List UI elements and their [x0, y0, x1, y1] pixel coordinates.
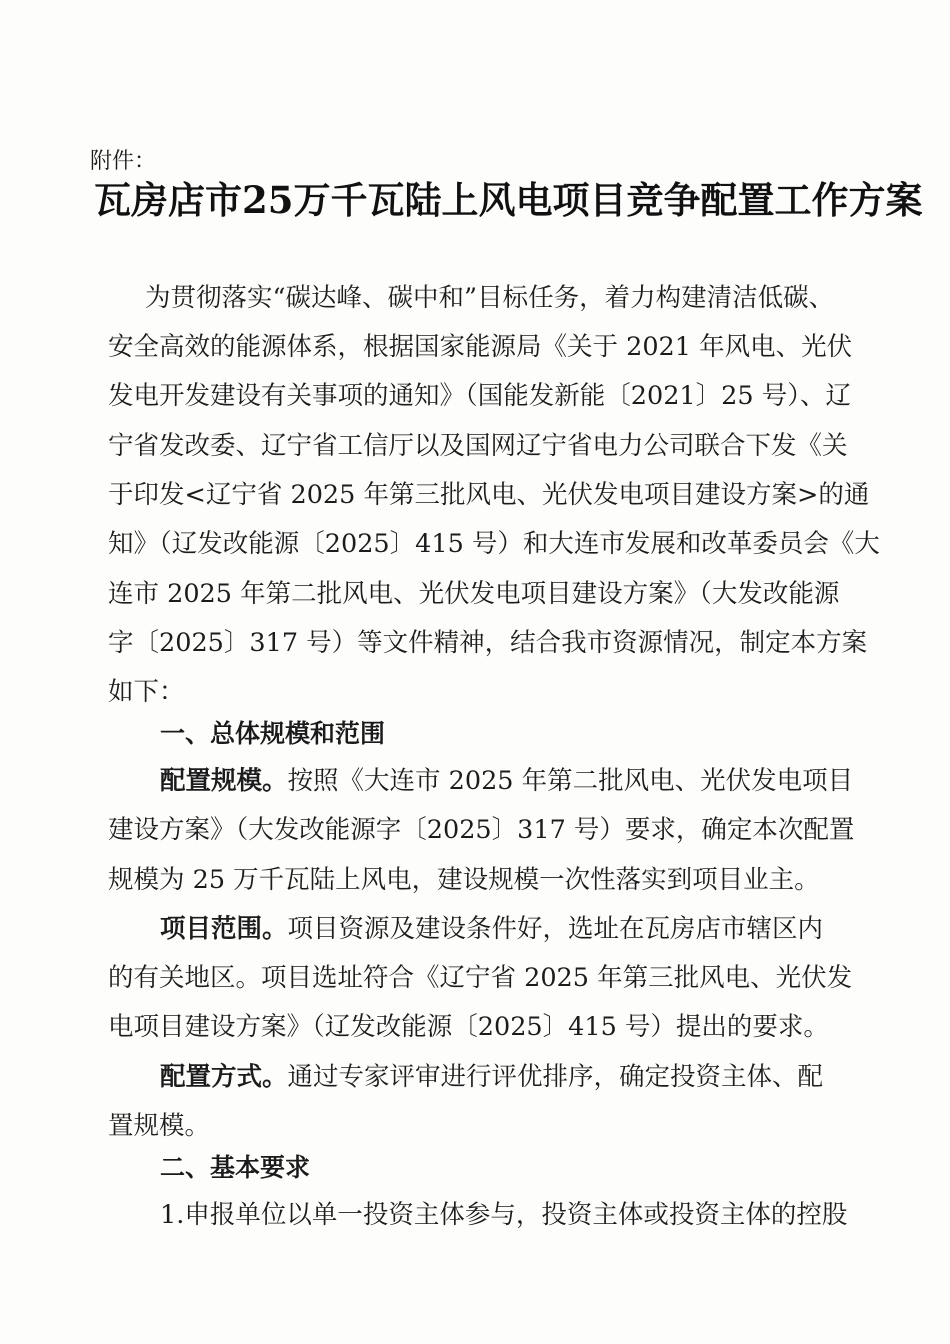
paragraph-text: 按照《大连市 2025 年第二批风电、光伏发电项目 — [287, 766, 854, 796]
paragraph-line: 的有关地区。项目选址符合《辽宁省 2025 年第三批风电、光伏发 — [108, 963, 853, 993]
paragraph-line: 规模为 25 万千瓦陆上风电，建设规模一次性落实到项目业主。 — [108, 865, 820, 895]
paragraph-line: 安全高效的能源体系，根据国家能源局《关于 2021 年风电、光伏 — [108, 332, 853, 362]
paragraph-line — [160, 914, 824, 944]
paragraph-line: 如下： — [108, 677, 185, 707]
paragraph-line: 知》（辽发改能源〔2025〕415 号）和大连市发展和改革委员会《大 — [108, 529, 880, 559]
paragraph-line: 字〔2025〕317 号）等文件精神，结合我市资源情况，制定本方案 — [108, 628, 868, 658]
paragraph-line — [160, 1062, 824, 1092]
paragraph-line: 置规模。 — [108, 1111, 211, 1141]
paragraph-line: 1.申报单位以单一投资主体参与，投资主体或投资主体的控股 — [160, 1200, 848, 1230]
paragraph-lead: 项目范围。 — [160, 914, 288, 944]
paragraph-line: 建设方案》（大发改能源字〔2025〕317 号）要求，确定本次配置 — [108, 815, 855, 845]
section-heading: 二、基本要求 — [160, 1153, 311, 1182]
paragraph-line: 为贯彻落实“碳达峰、碳中和”目标任务，着力构建清洁低碳、 — [145, 283, 835, 313]
paragraph-text: 通过专家评审进行评优排序，确定投资主体、配 — [287, 1062, 824, 1092]
section-heading: 一、总体规模和范围 — [160, 719, 386, 748]
paragraph-text: 项目资源及建设条件好，选址在瓦房店市辖区内 — [287, 914, 824, 944]
document-title: 瓦房店市25万千瓦陆上风电项目竞争配置工作方案 — [94, 178, 923, 222]
paragraph-line: 连市 2025 年第二批风电、光伏发电项目建设方案》（大发改能源 — [108, 579, 840, 609]
attachment-label: 附件： — [90, 149, 157, 174]
paragraph-lead: 配置规模。 — [160, 766, 288, 796]
paragraph-line: 发电开发建设有关事项的通知》（国能发新能〔2021〕25 号）、辽 — [108, 381, 851, 411]
paragraph-lead: 配置方式。 — [160, 1062, 288, 1092]
paragraph-line: 于印发<辽宁省 2025 年第三批风电、光伏发电项目建设方案>的通 — [108, 480, 870, 510]
paragraph-line: 电项目建设方案》（辽发改能源〔2025〕415 号）提出的要求。 — [108, 1012, 829, 1042]
paragraph-line — [160, 766, 854, 796]
paragraph-line: 宁省发改委、辽宁省工信厅以及国网辽宁省电力公司联合下发《关 — [108, 431, 848, 461]
